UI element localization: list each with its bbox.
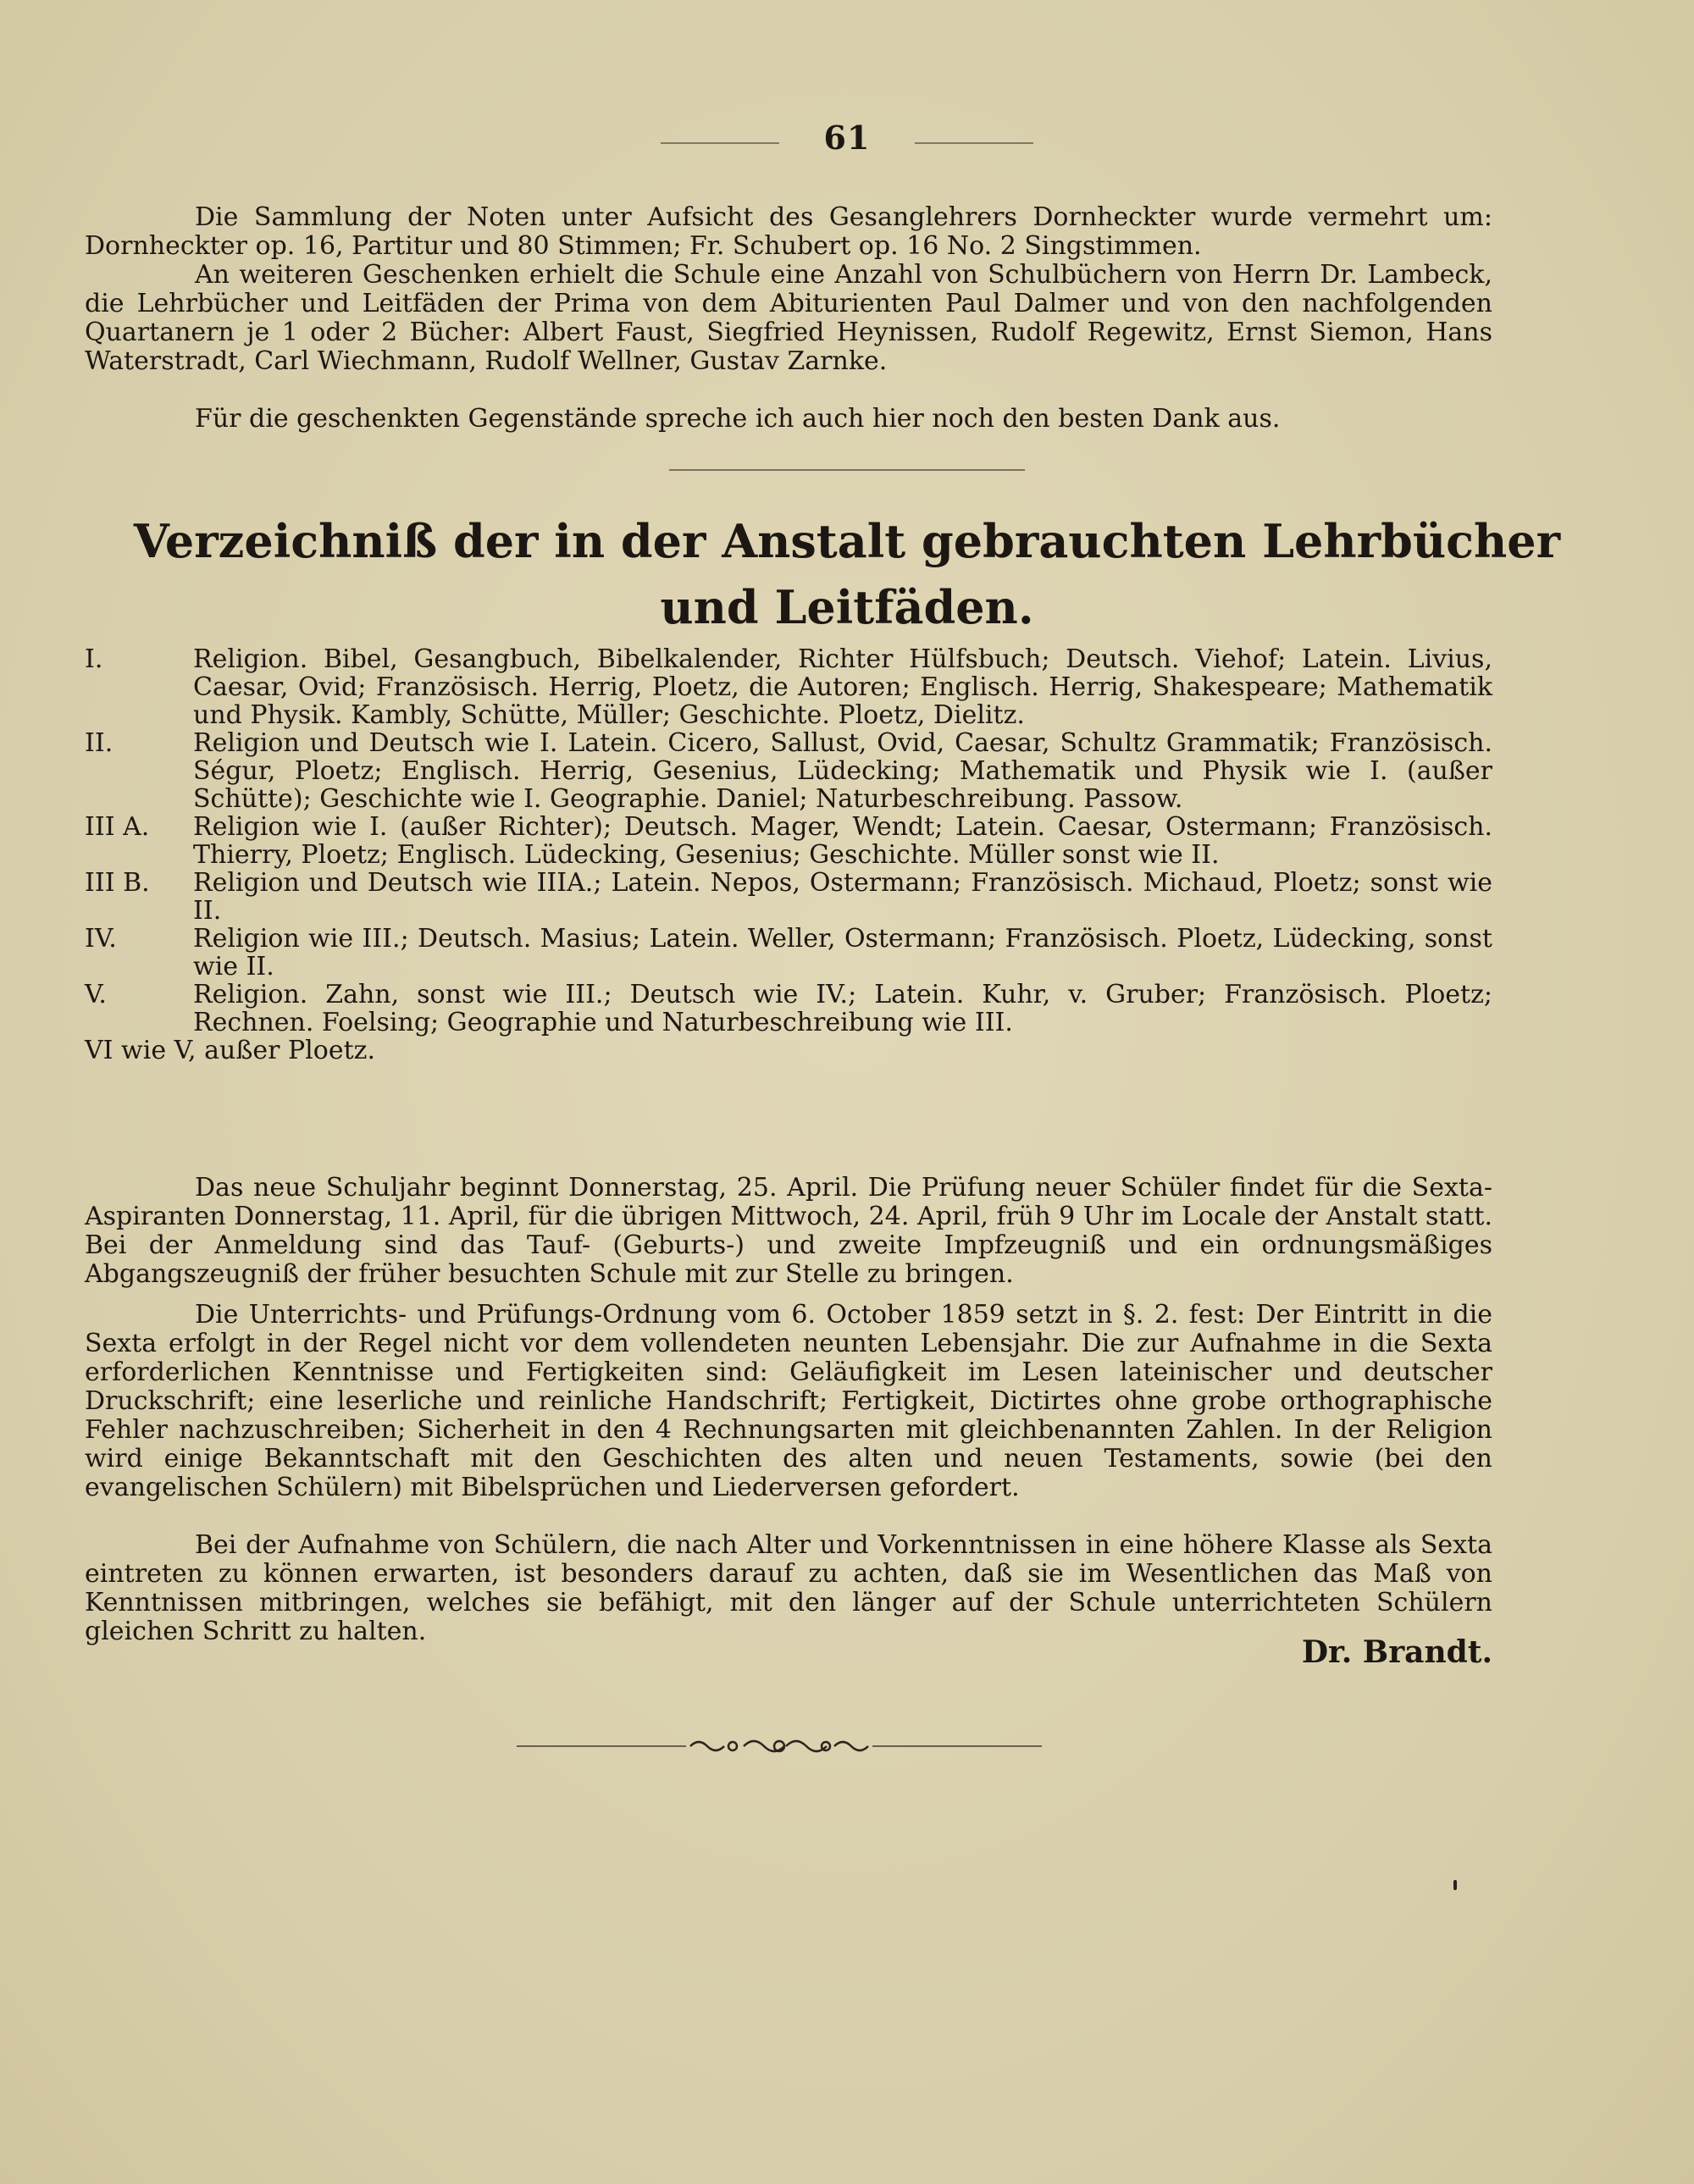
closing-paragraph-2-text: Die Unterrichts- und Prüfungs-Ordnung vom 6. October 1859 setzt in §. 2. fest: Der Eintritt in die Sexta erfolgt in der Regel nicht vor dem vollendeten neunten Lebensjahr. Die zur Aufnahme in die Sexta erforderlichen Kenntnisse und Fertigkeiten sind: Geläufigkeit im Lesen lateinischer und deutscher Druckschrift; eine leserliche und reinliche Handschrift; Fertigkeit, Dictirtes ohne grobe orthographische Fehler nachzuschreiben; Sicherheit in den 4 Rechnungsarten mit gleichbenannten Zahlen. In der Religion wird einige Bekanntschaft mit den Geschichten des alten und neuen Testaments, sowie (bei den evangelischen Schülern) mit Bibelsprüchen und Liederversen gefordert.: [85, 1300, 1492, 1502]
list-item-text: Religion und Deutsch wie I. Latein. Cicero, Sallust, Ovid, Caesar, Schultz Grammatik; Französisch. Ségur, Ploetz; Englisch. Herrig, Gesenius, Lüdecking; Mathematik und Physik wie I. (außer Schütte); Geschichte wie I. Geographie. Daniel; Naturbeschreibung. Passow.: [193, 728, 1492, 814]
list-item: [85, 813, 1492, 869]
list-item-number: I.: [85, 644, 103, 674]
closing-paragraph-3-text: Bei der Aufnahme von Schülern, die nach Alter und Vorkenntnissen in eine höhere Klasse als Sexta eintreten zu können erwarten, ist besonders darauf zu achten, daß sie im Wesentlichen das Maß von Kenntnissen mitbringen, welches sie befähigt, mit den länger auf der Schule unterrichteten Schülern gleichen Schritt zu halten.: [85, 1530, 1492, 1646]
intro-paragraph-3: [85, 405, 1492, 434]
intro-paragraph-2-text: An weiteren Geschenken erhielt die Schule eine Anzahl von Schulbüchern von Herrn Dr. Lambeck, die Lehrbücher und Leitfäden der Prima von dem Abiturienten Paul Dalmer und von den nachfolgenden Quartanern je 1 oder 2 Bücher: Albert Faust, Siegfried Heynissen, Rudolf Regewitz, Ernst Siemon, Hans Waterstradt, Carl Wiechmann, Rudolf Wellner, Gustav Zarnke.: [85, 260, 1492, 376]
list-item-text: Religion. Zahn, sonst wie III.; Deutsch wie IV.; Latein. Kuhr, v. Gruber; Französisch. Ploetz; Rechnen. Foelsing; Geographie und Naturbeschreibung wie III.: [193, 980, 1492, 1037]
list-item-number: IV.: [85, 924, 117, 954]
list-item-number: III B.: [85, 868, 150, 898]
section-title: [0, 508, 1694, 640]
header-rule-right: [915, 142, 1033, 144]
page-number: 61: [823, 119, 871, 157]
closing-paragraph-2: [85, 1301, 1492, 1502]
closing-paragraph-1-text: Das neue Schuljahr beginnt Donnerstag, 25. April. Die Prüfung neuer Schüler findet für die Sexta-Aspiranten Donnerstag, 11. April, für die übrigen Mittwoch, 24. April, früh 9 Uhr im Locale der Anstalt statt. Bei der Anmeldung sind das Tauf- (Geburts-) und zweite Impfzeugniß und ein ordnungsmäßiges Abgangszeugniß der früher besuchten Schule mit zur Stelle zu bringen.: [85, 1173, 1492, 1289]
list-item-text: Religion wie III.; Deutsch. Masius; Latein. Weller, Ostermann; Französisch. Ploetz, Lüdecking, sonst wie II.: [193, 924, 1492, 981]
intro-paragraph-1-text: Die Sammlung der Noten unter Aufsicht des Gesanglehrers Dornheckter wurde vermehrt um: Dornheckter op. 16, Partitur und 80 Stimmen; Fr. Schubert op. 16 No. 2 Singstimmen.: [85, 202, 1492, 261]
closing-paragraph-1: [85, 1174, 1492, 1289]
section-divider: [669, 469, 1025, 471]
list-item-number: II.: [85, 728, 113, 758]
section-title-line-1: Verzeichniß der in der Anstalt gebrauchten Lehrbücher: [133, 514, 1561, 568]
list-item-text: VI wie V, außer Ploetz.: [85, 1036, 375, 1065]
section-title-line-2: und Leitfäden.: [660, 580, 1034, 634]
list-item: [85, 925, 1492, 981]
ornament-divider: [508, 1731, 1050, 1761]
paper-speck: [1453, 1880, 1457, 1890]
list-item-text: Religion wie I. (außer Richter); Deutsch. Mager, Wendt; Latein. Caesar, Ostermann; Französisch. Thierry, Ploetz; Englisch. Lüdecking, Gesenius; Geschichte. Müller sonst wie II.: [193, 812, 1492, 870]
list-item: [85, 729, 1492, 813]
list-item: [85, 981, 1492, 1037]
intro-paragraph-3-text: Für die geschenkten Gegenstände spreche ich auch hier noch den besten Dank aus.: [195, 404, 1281, 434]
list-item: [85, 869, 1492, 925]
list-item-number: III A.: [85, 812, 150, 842]
textbook-list: [85, 645, 1492, 1064]
intro-paragraph-1: [85, 203, 1492, 261]
intro-paragraph-2: [85, 261, 1492, 376]
list-item-number: V.: [85, 980, 107, 1009]
closing-paragraph-3: [85, 1531, 1492, 1646]
list-item: [85, 1037, 1492, 1064]
list-item: [85, 645, 1492, 729]
list-item-text: Religion und Deutsch wie IIIA.; Latein. Nepos, Ostermann; Französisch. Michaud, Ploetz; sonst wie II.: [193, 868, 1492, 926]
list-item-text: Religion. Bibel, Gesangbuch, Bibelkalender, Richter Hülfsbuch; Deutsch. Viehof; Latein. Livius, Caesar, Ovid; Französisch. Herrig, Ploetz, die Autoren; Englisch. Herrig, Shakespeare; Mathematik und Physik. Kambly, Schütte, Müller; Geschichte. Ploetz, Dielitz.: [193, 644, 1492, 730]
signature: Dr. Brandt.: [1301, 1634, 1492, 1670]
